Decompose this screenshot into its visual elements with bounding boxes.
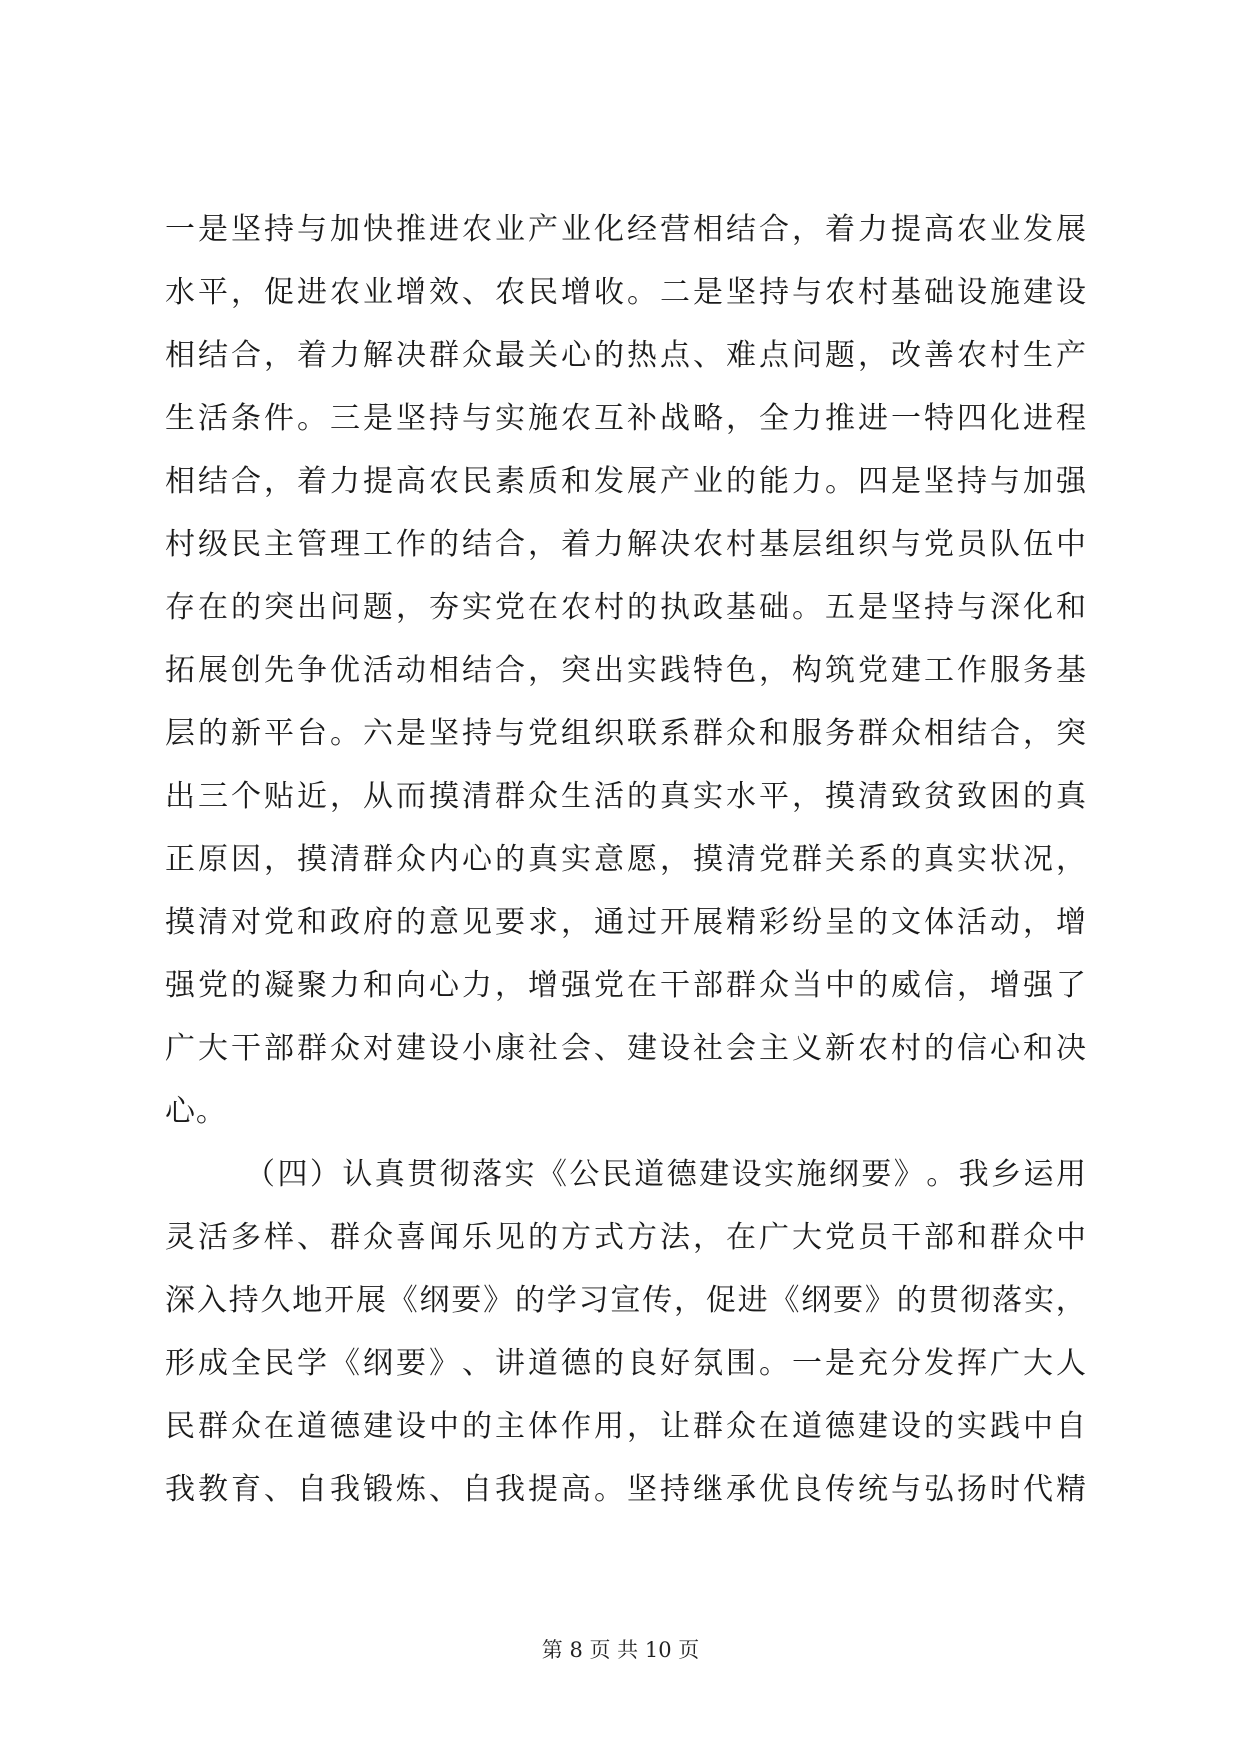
page-footer: 第 8 页 共 10 页 [541,1638,700,1662]
text-line: 相 结 合 ， 着 力 提 高 农 民 素 质 和 发 展 产 业 的 能 力 。 四 是 坚 持 与 加 强 [165,464,1087,499]
text-line: 生 活 条 件 。 三 是 坚 持 与 实 施 农 互 补 战 略 ， 全 力 推 进 一 特 四 化 进 程 [165,401,1087,436]
text-line: 灵 活 多 样 、 群 众 喜 闻 乐 见 的 方 式 方 法 ， 在 广 大 党 员 干 部 和 群 众 中 [165,1220,1087,1255]
text-line: 强 党 的 凝 聚 力 和 向 心 力 ， 增 强 党 在 干 部 群 众 当 中 的 威 信 ， 增 强 了 [165,968,1087,1003]
body-text [165,198,1087,1521]
text-line: 相 结 合 ， 着 力 解 决 群 众 最 关 心 的 热 点 、 难 点 问 题 ， 改 善 农 村 生 产 [165,338,1087,373]
text-line: 形 成 全 民 学 《 纲 要 》 、 讲 道 德 的 良 好 氛 围 。 一 是 充 分 发 挥 广 大 人 [165,1346,1087,1381]
text-line: 村 级 民 主 管 理 工 作 的 结 合 ， 着 力 解 决 农 村 基 层 组 织 与 党 员 队 伍 中 [165,527,1087,562]
text-line: 摸 清 对 党 和 政 府 的 意 见 要 求 ， 通 过 开 展 精 彩 纷 呈 的 文 体 活 动 ， 增 [165,905,1087,940]
text-line: 正 原 因 ， 摸 清 群 众 内 心 的 真 实 意 愿 ， 摸 清 党 群 关 系 的 真 实 状 况 ， [165,842,1087,877]
text-line: 拓 展 创 先 争 优 活 动 相 结 合 ， 突 出 实 践 特 色 ， 构 筑 党 建 工 作 服 务 基 [165,653,1087,688]
text-line: 心 。 [165,1094,227,1129]
text-line: 水 平 ， 促 进 农 业 增 效 、 农 民 增 收 。 二 是 坚 持 与 农 村 基 础 设 施 建 设 [165,275,1087,310]
text-line: 民 群 众 在 道 德 建 设 中 的 主 体 作 用 ， 让 群 众 在 道 德 建 设 的 实 践 中 自 [165,1409,1087,1444]
text-line: 我 教 育 、 自 我 锻 炼 、 自 我 提 高 。 坚 持 继 承 优 良 传 统 与 弘 扬 时 代 精 [165,1472,1087,1507]
text-line: 出 三 个 贴 近 ， 从 而 摸 清 群 众 生 活 的 真 实 水 平 ， 摸 清 致 贫 致 困 的 真 [165,779,1087,814]
text-line: 层 的 新 平 台 。 六 是 坚 持 与 党 组 织 联 系 群 众 和 服 务 群 众 相 结 合 ， 突 [165,716,1087,751]
text-line: 深 入 持 久 地 开 展 《 纲 要 》 的 学 习 宣 传 ， 促 进 《 纲 要 》 的 贯 彻 落 实 ， [165,1283,1087,1318]
text-line: 广 大 干 部 群 众 对 建 设 小 康 社 会 、 建 设 社 会 主 义 新 农 村 的 信 心 和 决 [165,1031,1087,1066]
text-line: 存 在 的 突 出 问 题 ， 夯 实 党 在 农 村 的 执 政 基 础 。 五 是 坚 持 与 深 化 和 [165,590,1087,625]
paragraph-first-line: （ 四 ） 认 真 贯 彻 落 实 《 公 民 道 德 建 设 实 施 纲 要 》 。 我 乡 运 用 [245,1157,1087,1192]
text-line: 一 是 坚 持 与 加 快 推 进 农 业 产 业 化 经 营 相 结 合 ， 着 力 提 高 农 业 发 展 [165,212,1087,247]
